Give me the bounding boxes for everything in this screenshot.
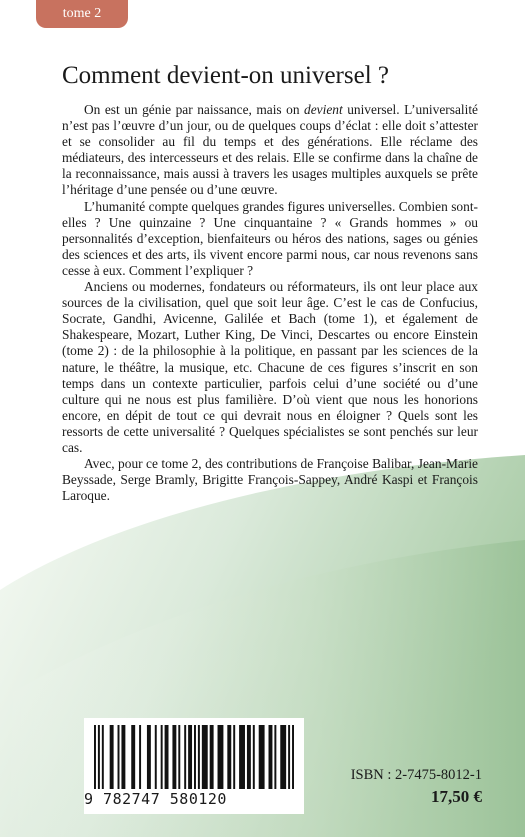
barcode-bar xyxy=(118,725,120,789)
barcode-bar xyxy=(155,725,157,789)
barcode-bar xyxy=(102,725,104,789)
paragraph-1-emphasis: devient xyxy=(304,102,343,117)
paragraph-1-start: On est un génie par naissance, mais on xyxy=(84,102,305,117)
barcode-bar xyxy=(172,725,176,789)
barcode-bar xyxy=(161,725,163,789)
barcode-bar xyxy=(269,725,273,789)
barcode xyxy=(84,718,304,814)
volume-tab: tome 2 xyxy=(36,0,128,28)
barcode-bar xyxy=(239,725,245,789)
barcode-bar xyxy=(198,725,200,789)
barcode-bar xyxy=(110,725,114,789)
barcode-bar xyxy=(292,725,294,789)
paragraph-2: L’humanité compte quelques grandes figures universelles. Combien sont-elles ? Une quinzaine ? Une cinquantaine ? « Grands hommes » ou personnalités d’exception, bienfaiteurs ou héros des nations, sages ou génies des sciences et des arts, ils vivent encore parmi nous, car nous revenons sans cesse à eux. Comment l’expliquer ? xyxy=(62,198,478,278)
isbn-label: ISBN : 2-7475-8012-1 xyxy=(350,767,482,783)
barcode-bar xyxy=(202,725,208,789)
paragraph-4: Avec, pour ce tome 2, des contributions de Françoise Balibar, Jean-Marie Beyssade, Serge Bramly, Brigitte François-Sappey, André Kaspi et François Laroque. xyxy=(62,456,478,504)
barcode-bar xyxy=(210,725,214,789)
barcode-bar xyxy=(139,725,141,789)
paragraph-3: Anciens ou modernes, fondateurs ou réformateurs, ils ont leur place aux sources de la civilisation, quel que soit leur âge. C’est le cas de Confucius, Socrate, Gandhi, Avicenne, Galilée et Bach (tome 1), et également de Shakespeare, Mozart, Luther King, De Vinci, Descartes ou encore Einstein (tome 2) : de la philosophie à la politique, en passant par les sciences de la nature, le théâtre, la musique, etc. Chacune de ces figures s’inscrit en son temps dans un contexte particulier, parfois celui d’une société ou d’une culture qui ne nous est plus familière. D’où vient que nous les honorions encore, en dépit de tout ce qui devrait nous en éloigner ? Quels sont les ressorts de cette universalité ? Quelques spécialistes se sont penchés sur leur cas. xyxy=(62,279,478,455)
paragraph-1-rest: universel. L’universalité n’est pas l’œuvre d’un jour, ou de quelques coups d’éclat : elle doit s’attester et se consolider au fil du temps et des générations. Elle réclame des médiateurs, des intercesseurs et des relais. Elle se confirme dans la chaîne de la reconnaissance, mais aussi à travers les usages multiples auxquels se prête l’héritage d’une pensée ou d’une œuvre. xyxy=(62,102,479,198)
barcode-bar xyxy=(218,725,224,789)
barcode-bar xyxy=(184,725,186,789)
page-title: Comment devient-on universel ? xyxy=(62,62,390,89)
barcode-bar xyxy=(131,725,135,789)
barcode-bar xyxy=(274,725,276,789)
barcode-bar xyxy=(280,725,286,789)
barcode-icon xyxy=(94,725,294,789)
barcode-bar xyxy=(227,725,231,789)
barcode-bar xyxy=(165,725,169,789)
barcode-bar xyxy=(253,725,255,789)
barcode-bar xyxy=(98,725,100,789)
barcode-bar xyxy=(259,725,265,789)
barcode-bar xyxy=(233,725,235,789)
price-label: 17,50 € xyxy=(431,787,482,806)
barcode-bar xyxy=(94,725,96,789)
description-text xyxy=(62,102,478,504)
barcode-bar xyxy=(178,725,180,789)
barcode-bar xyxy=(188,725,192,789)
paragraph-1 xyxy=(62,102,478,199)
barcode-bar xyxy=(147,725,151,789)
barcode-bar xyxy=(194,725,196,789)
barcode-bar xyxy=(288,725,290,789)
barcode-digits: 9 782747 580120 xyxy=(84,790,227,808)
barcode-bar xyxy=(247,725,251,789)
barcode-bar xyxy=(121,725,125,789)
